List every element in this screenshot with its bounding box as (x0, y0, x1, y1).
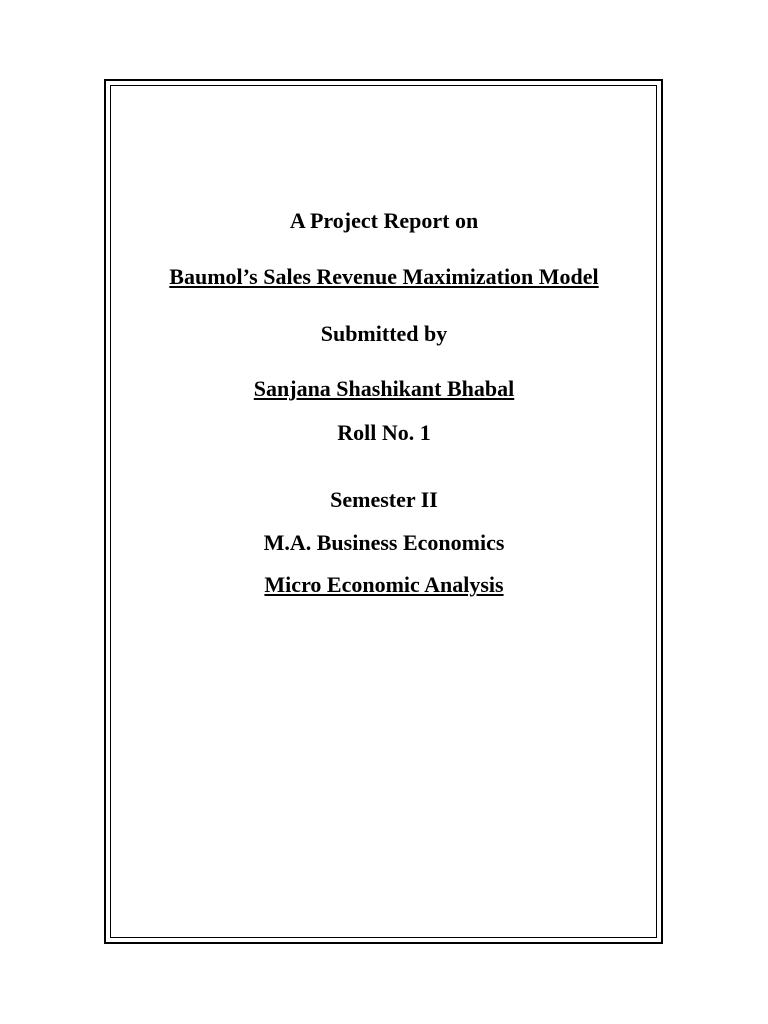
subject-text: Micro Economic Analysis (264, 572, 504, 597)
report-title (0, 264, 768, 290)
submitted-by-label: Submitted by (320, 321, 448, 346)
author-name (0, 376, 768, 402)
roll-number: Roll No. 1 (337, 420, 431, 445)
program: M.A. Business Economics (263, 530, 505, 555)
report-heading: A Project Report on (289, 208, 479, 233)
subject (0, 572, 768, 598)
author-name-text: Sanjana Shashikant Bhabal (253, 376, 515, 401)
semester: Semester II (330, 487, 438, 512)
report-title-text: Baumol’s Sales Revenue Maximization Model (169, 264, 599, 289)
